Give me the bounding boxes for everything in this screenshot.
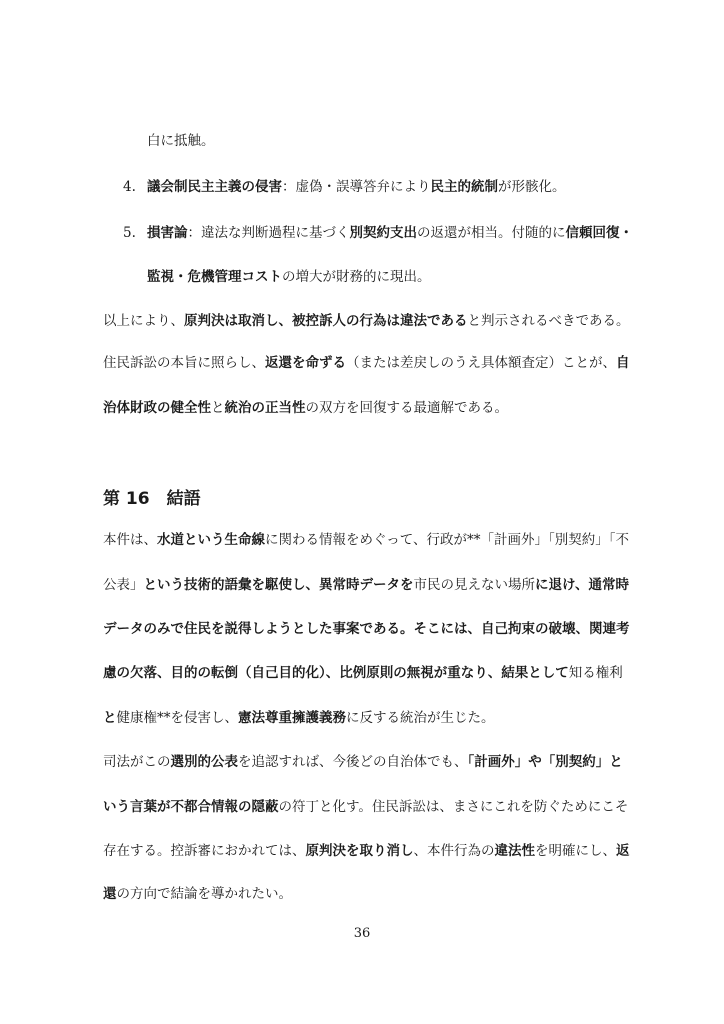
text-segment: を明確にし、 <box>535 843 616 859</box>
text-segment: ：違法な判断過程に基づく <box>187 225 350 241</box>
text-segment: 以上により、 <box>103 313 184 329</box>
list-item-4 <box>123 177 566 197</box>
text-segment: の符丁と化す。住民訴訟は、まさにこれを防ぐためにこそ <box>278 799 629 815</box>
text-segment: 住民訴訟の本旨に照らし、 <box>103 355 265 371</box>
emphasis-text: 信頼回復・ <box>565 225 633 241</box>
body-line <box>103 398 508 418</box>
body-line <box>103 575 629 595</box>
text-segment: 司法がこの <box>103 754 171 770</box>
emphasis-text: 返還を命ずる <box>265 355 346 371</box>
emphasis-text: 議会制民主主義の侵害 <box>147 179 282 195</box>
emphasis-text: 監視・危機管理コスト <box>147 269 282 285</box>
emphasis-text: 民主的統制 <box>430 179 498 195</box>
text-segment: ：虚偽・誤導答弁により <box>282 179 431 195</box>
emphasis-text: という技術的語彙を駆使し、異常時データを <box>143 577 414 593</box>
emphasis-text: 憲法尊重擁護義務 <box>238 710 346 726</box>
text-segment: 知る権利 <box>568 665 623 681</box>
body-line <box>103 530 629 550</box>
text-segment: 白に抵触。 <box>147 133 215 149</box>
text-segment: に反する統治が生じた。 <box>346 710 495 726</box>
body-line <box>147 267 431 287</box>
body-line <box>103 884 292 904</box>
text-segment: と判示されるべきである。 <box>467 313 630 329</box>
text-segment: が形骸化。 <box>498 179 566 195</box>
body-line <box>147 131 215 151</box>
text-segment: 健康権**を侵害し、 <box>116 710 238 726</box>
emphasis-text: 原判決は取消し、被控訴人の行為は違法である <box>184 313 468 329</box>
emphasis-text: データのみで住民を説得しようとした事案である。そこには、自己拘束の破壊、関連考 <box>103 621 630 637</box>
emphasis-text: 損害論 <box>147 225 188 241</box>
text-segment: 、本件行為の <box>413 843 495 859</box>
section-heading: 第 16 結語 <box>103 489 201 509</box>
body-line <box>103 797 628 817</box>
list-item-5 <box>123 223 633 243</box>
emphasis-text: 慮の欠落、目的の転倒（自己目的化）、比例原則の無視が重なり、結果として <box>103 665 569 681</box>
text-segment: に関わる情報をめぐって、行政が**「計画外」「別契約」「不 <box>265 532 629 548</box>
text-segment: （または差戻しのうえ具体額査定）ことが、 <box>346 355 616 371</box>
emphasis-text: 原判決を取り消し <box>305 843 414 859</box>
emphasis-text: 選別的公表 <box>170 754 238 770</box>
emphasis-text: 別契約支出 <box>349 225 417 241</box>
emphasis-text: と <box>103 710 117 726</box>
text-segment: 市民の見えない場所 <box>413 577 535 593</box>
text-segment: の増大が財務的に現出。 <box>282 269 431 285</box>
body-line <box>103 353 630 373</box>
emphasis-text: 統治の正当性 <box>224 400 306 416</box>
body-line <box>103 708 495 728</box>
list-number: 5. <box>123 225 136 241</box>
body-line <box>103 663 623 683</box>
text-segment: 存在する。控訴審におかれては、 <box>103 843 306 859</box>
text-segment: の双方を回復する最適解である。 <box>305 400 508 416</box>
emphasis-text: 還 <box>103 886 117 902</box>
text-segment: と <box>211 400 225 416</box>
emphasis-text: いう言葉が不都合情報の隠蔽 <box>103 799 279 815</box>
emphasis-text: に退け、通常時 <box>535 577 629 593</box>
body-line <box>103 841 630 861</box>
page-number: 36 <box>353 926 371 941</box>
emphasis-text: 水道という生命線 <box>157 532 265 548</box>
text-segment: を追認すれば、今後どの自治体でも、 <box>238 754 468 770</box>
text-segment: の返還が相当。付随的に <box>417 225 566 241</box>
text-segment: 公表」 <box>103 577 144 593</box>
emphasis-text: 自 <box>616 355 630 371</box>
emphasis-text: 違法性 <box>494 843 535 859</box>
emphasis-text: 返 <box>616 843 630 859</box>
emphasis-text: 治体財政の健全性 <box>103 400 211 416</box>
emphasis-text: 「計画外」や「別契約」と <box>467 754 623 770</box>
text-segment: 本件は、 <box>103 532 157 548</box>
body-line <box>103 752 623 772</box>
list-number: 4. <box>123 179 136 195</box>
body-line <box>103 619 630 639</box>
text-segment: の方向で結論を導かれたい。 <box>116 886 292 902</box>
body-line <box>103 311 630 331</box>
